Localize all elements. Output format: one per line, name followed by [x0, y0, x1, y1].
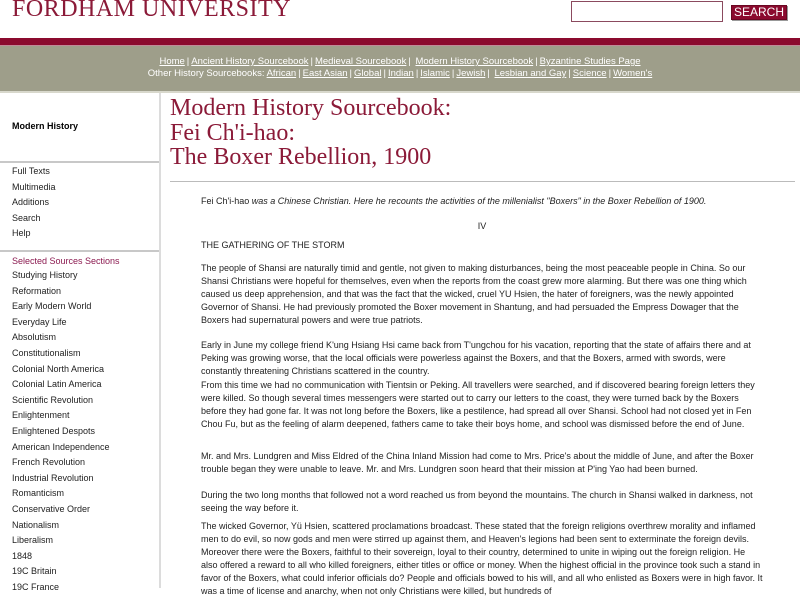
search-button[interactable]: SEARCH	[731, 5, 787, 20]
sidebar-section-item[interactable]: Constitutionalism	[12, 347, 81, 358]
sidebar-section-item[interactable]: Colonial Latin America	[12, 379, 102, 390]
sidebar-section-item[interactable]: Studying History	[12, 270, 78, 280]
sidebar-section-item[interactable]: American Independence	[12, 441, 110, 452]
sidebar-section-item[interactable]: Colonial North America	[12, 363, 105, 374]
nav-separator: |	[408, 56, 411, 67]
nav-link-african[interactable]: African	[266, 68, 297, 79]
sidebar-section-item[interactable]: Enlightened Despots	[12, 425, 96, 436]
site-header	[0, 0, 800, 38]
paragraph: Early in June my college friend K'ung Hsiang Hsi came back from T'ungchou for his vacation, reporting that the state of affairs there and at Peking was growing worse, that the local officials were powerless against the Boxers, and that the Boxers, armed with swords, were constantly threatening Christians scattered in the country.	[201, 340, 751, 377]
paragraph: The people of Shansi are naturally timid and gentle, not given to making disturbances, being the most peaceable people in China. So our Shansi Christians were hopeful for themselves, even when the reports from the coast grew more alarming. But there was one thing which caused us deep apprehension, and that was the fact that the wicked, cruel YU Hsien, the hater of foreigners, was the newly appointed Governor of Shansi. He had previously promoted the Boxer movement in Shantung, and had persuaded the Empress Dowager that the Boxers had supernatural powers and were true patriots.	[201, 263, 747, 326]
nav-link-medieval[interactable]: Medieval Sourcebook	[314, 56, 407, 67]
nav-row-other	[0, 68, 800, 80]
section-heading: THE GATHERING OF THE STORM	[201, 240, 345, 250]
nav-link-byzantine[interactable]: Byzantine Studies Page	[539, 56, 641, 67]
nav-link-lesbian-gay[interactable]: Lesbian and Gay	[494, 68, 567, 79]
title-divider	[170, 181, 795, 182]
nav-separator: |	[415, 68, 419, 79]
nav-link-womens[interactable]: Women's	[613, 68, 653, 79]
page-title-line: Modern History Sourcebook:	[170, 95, 452, 121]
sidebar-section-item[interactable]: Everyday Life	[12, 316, 67, 327]
sidebar-link-search[interactable]: Search	[12, 212, 41, 223]
sidebar-section-item[interactable]: Enlightenment	[12, 410, 70, 421]
sidebar-section-item[interactable]: Conservative Order	[12, 503, 91, 514]
sidebar-section-item[interactable]: Reformation	[12, 285, 62, 296]
sidebar-section-item[interactable]: Liberalism	[12, 535, 54, 546]
paragraph: The wicked Governor, Yü Hsien, scattered proclamations broadcast. These stated that the foreign religions overthrew morality and inflamed men to do evil, so now gods and men were stirred up against them, and Heaven's legions had been sent to exterminate the foreign devils. Moreover there were the Boxers, faithful to their sovereign, loyal to their country, determined to unite in wiping out the foreign religion. He also offered a reward to all who killed foreigners, either titles or office or money. When the highest official in the province took such a stand in favor of the Boxers, what could inferior officials do? People and officials bowed to his will, and all who enlisted as Boxers were in high favor. It was a time of license and anarchy, when not only Christians were killed, but hundreds of	[201, 521, 763, 597]
nav-other-label: Other History Sourcebooks:	[147, 68, 265, 79]
nav-link-ancient[interactable]: Ancient History Sourcebook	[191, 56, 309, 67]
sidebar-utility-links	[12, 163, 56, 242]
sidebar-section-item[interactable]: Absolutism	[12, 332, 57, 343]
paragraph: During the two long months that followed not a word reached us from beyond the mountains. The church in Shansi walked in darkness, not seeing the way before it.	[201, 490, 753, 514]
intro-description: was a Chinese Christian. Here he recounts the activities of the millenialist "Boxers" in the Boxer Rebellion of 1900.	[249, 196, 707, 206]
sidebar-section-item[interactable]: Industrial Revolution	[12, 472, 94, 483]
intro-text	[201, 195, 763, 208]
search-input[interactable]	[571, 1, 723, 22]
nav-separator: |	[608, 68, 612, 79]
nav-separator: |	[568, 68, 571, 79]
sidebar-link-help[interactable]: Help	[12, 228, 31, 239]
chapter-number: IV	[477, 221, 487, 231]
nav-separator: |	[298, 68, 301, 79]
sidebar-title[interactable]: Modern History	[12, 121, 79, 131]
sidebar-link-multimedia[interactable]: Multimedia	[12, 181, 56, 192]
sidebar-link-additions[interactable]: Additions	[12, 197, 50, 208]
page-title-line: Fei Ch'i-hao:	[170, 119, 295, 146]
paragraph: Mr. and Mrs. Lundgren and Miss Eldred of the China Inland Mission had come to Mrs. Price's about the middle of June, and after the Boxer trouble began they were unable to leave. Mr. and Mrs. Lundgren soon heard that their mission at P'ing Yao had been burned.	[201, 451, 754, 475]
nav-link-jewish[interactable]: Jewish	[456, 68, 486, 79]
sidebar-section-item[interactable]: French Revolution	[12, 457, 86, 468]
nav-row-main	[0, 56, 800, 68]
sourcebook-nav	[0, 46, 800, 93]
nav-link-indian[interactable]: Indian	[387, 68, 414, 79]
page-title	[170, 96, 451, 170]
nav-link-science[interactable]: Science	[572, 68, 607, 79]
intro-author: Fei Ch'i-hao	[201, 196, 250, 206]
nav-link-east-asian[interactable]: East Asian	[302, 68, 348, 79]
sidebar-section-item[interactable]: 19C France	[12, 581, 60, 592]
sidebar-section-item[interactable]: Nationalism	[12, 519, 60, 530]
fordham-logo[interactable]: FORDHAM UNIVERSITY	[12, 0, 292, 22]
sidebar-link-full-texts[interactable]: Full Texts	[12, 166, 50, 176]
sidebar-section-item[interactable]: Early Modern World	[12, 301, 92, 312]
nav-separator: |	[310, 56, 313, 67]
nav-separator: |	[487, 68, 490, 79]
nav-link-global[interactable]: Global	[354, 68, 382, 79]
nav-separator: |	[451, 68, 455, 79]
nav-separator: |	[186, 56, 190, 67]
nav-link-home[interactable]: Home	[159, 56, 185, 67]
nav-separator: |	[349, 68, 352, 79]
sidebar-section-item[interactable]: 19C Britain	[12, 566, 57, 577]
paragraph: From this time we had no communication with Tientsin or Peking. All travellers were searched, and if discovered bearing foreign letters they were killed. So though several times messengers were started out to carry our letters to the coast, they were turned back by the Boxers before they had gone far. It was not long before the Boxers, like a pestilence, had spread all over Shansi. School had not closed yet in Fen Chou Fu, but as the feeling of alarm deepened, fathers came to take their boys home, and school was dismissed before the end of June.	[201, 380, 755, 430]
sidebar-section-item[interactable]: 1848	[12, 550, 33, 561]
nav-link-modern[interactable]: Modern History Sourcebook	[415, 56, 534, 67]
nav-separator: |	[383, 68, 386, 79]
nav-separator: |	[535, 56, 538, 67]
sidebar	[0, 93, 161, 592]
sidebar-sections-list	[12, 268, 110, 595]
nav-link-islamic[interactable]: Islamic	[420, 68, 450, 79]
page-title-line: The Boxer Rebellion, 1900	[170, 144, 432, 170]
sidebar-section-item[interactable]: Romanticism	[12, 488, 65, 499]
sidebar-section-item[interactable]: Scientific Revolution	[12, 394, 94, 405]
sidebar-title-block	[0, 93, 159, 163]
sidebar-section-label: Selected Sources Sections	[12, 256, 120, 266]
sidebar-utility-block	[0, 163, 159, 252]
header-divider	[0, 38, 800, 46]
